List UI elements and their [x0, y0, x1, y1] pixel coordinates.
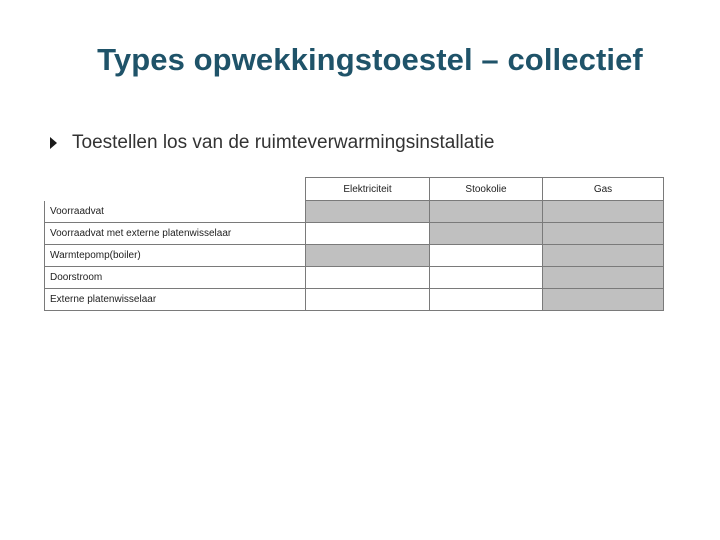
- table-header-gas: Gas: [543, 178, 664, 201]
- table-header-blank: [45, 178, 306, 201]
- shaded-cell: [430, 223, 543, 245]
- comparison-table: [44, 177, 664, 311]
- row-label: Externe platenwisselaar: [45, 289, 306, 311]
- empty-cell: [306, 223, 430, 245]
- triangle-bullet-icon: [50, 137, 57, 149]
- bullet-item: [50, 132, 494, 154]
- empty-cell: [430, 289, 543, 311]
- table-header-row: [45, 178, 664, 201]
- comparison-table-wrap: [44, 177, 664, 311]
- shaded-cell: [306, 245, 430, 267]
- table-row: [45, 223, 664, 245]
- shaded-cell: [543, 223, 664, 245]
- slide-title: Types opwekkingstoestel – collectief: [97, 42, 643, 77]
- bullet-text: Toestellen los van de ruimteverwarmingsinstallatie: [72, 132, 495, 153]
- row-label: Warmtepomp(boiler): [45, 245, 306, 267]
- row-label: Doorstroom: [45, 267, 306, 289]
- table-row: [45, 201, 664, 223]
- shaded-cell: [543, 289, 664, 311]
- empty-cell: [306, 289, 430, 311]
- shaded-cell: [306, 201, 430, 223]
- table-row: [45, 267, 664, 289]
- empty-cell: [430, 245, 543, 267]
- empty-cell: [430, 267, 543, 289]
- empty-cell: [306, 267, 430, 289]
- table-header-elektriciteit: Elektriciteit: [306, 178, 430, 201]
- shaded-cell: [543, 201, 664, 223]
- shaded-cell: [430, 201, 543, 223]
- table-row: [45, 289, 664, 311]
- shaded-cell: [543, 245, 664, 267]
- row-label: Voorraadvat met externe platenwisselaar: [45, 223, 306, 245]
- table-header-stookolie: Stookolie: [430, 178, 543, 201]
- table-row: [45, 245, 664, 267]
- row-label: Voorraadvat: [45, 201, 306, 223]
- shaded-cell: [543, 267, 664, 289]
